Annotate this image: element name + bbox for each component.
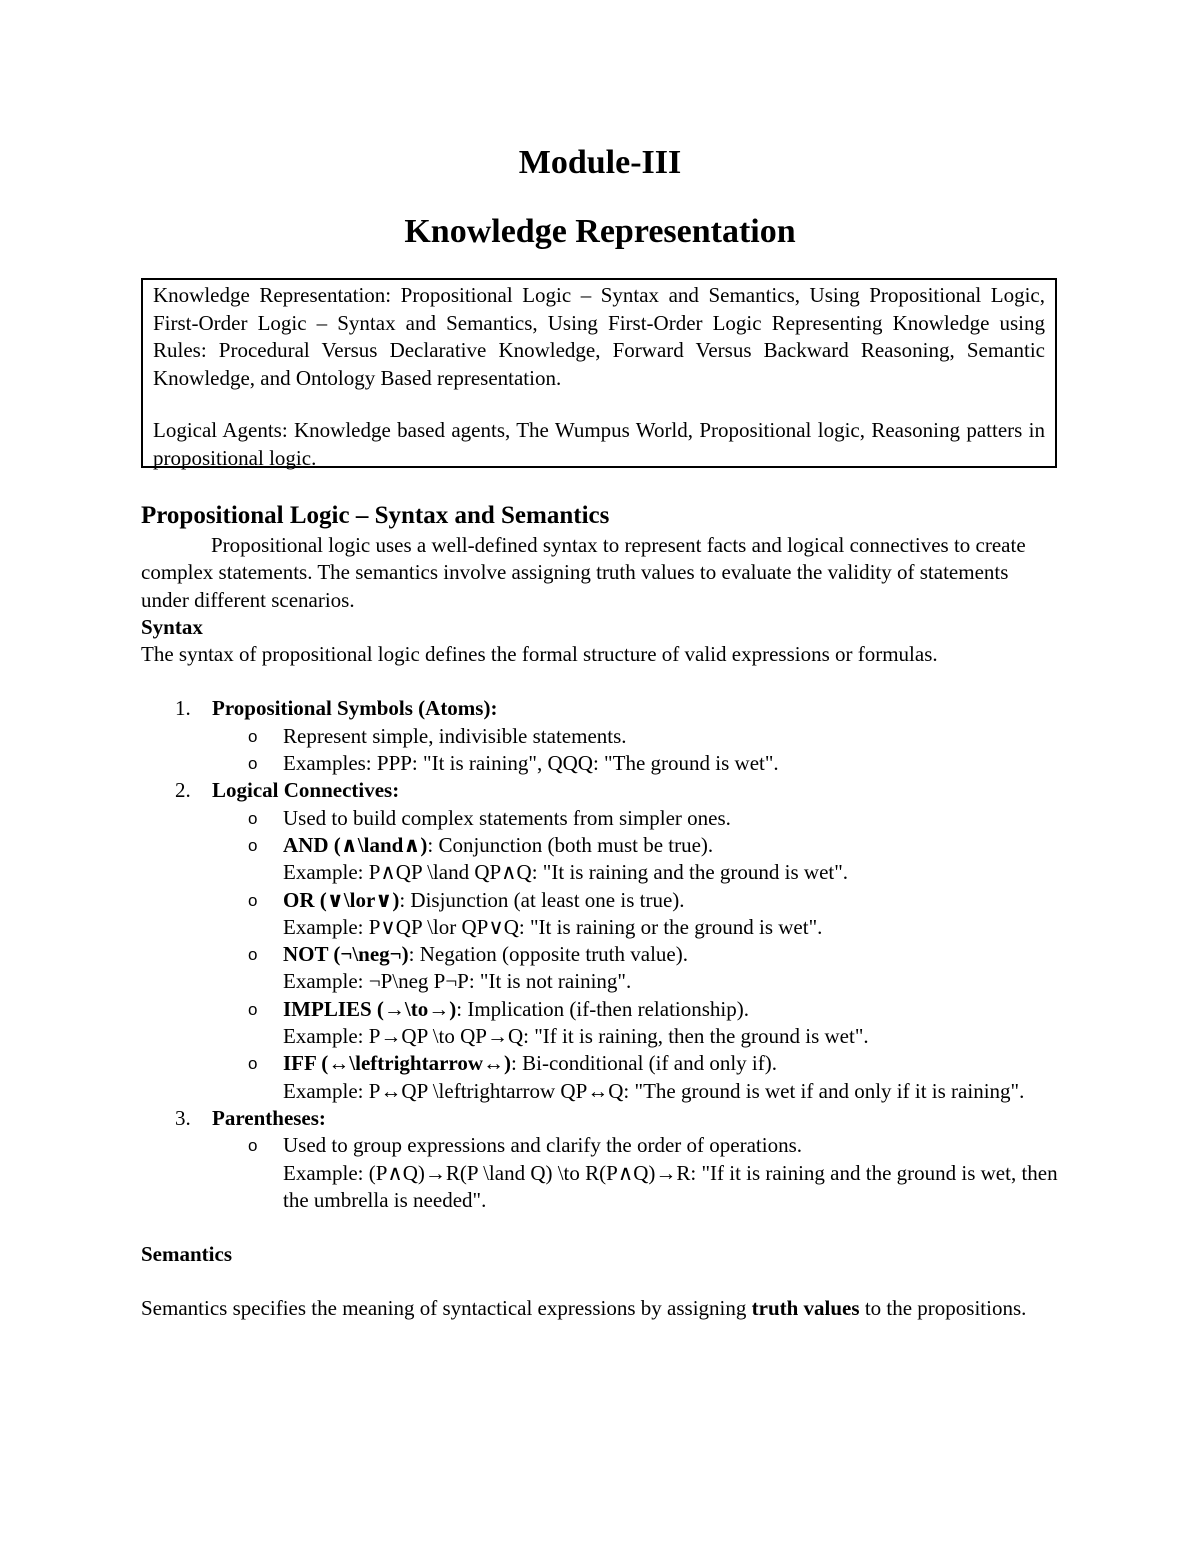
connective-name: IFF (↔\leftrightarrow↔) (283, 1051, 512, 1076)
list-item (141, 777, 1061, 1105)
list-item (141, 1105, 1061, 1214)
sub-list (212, 723, 1061, 778)
sub-list-item (212, 1132, 1061, 1214)
sub-item-text: : Implication (if-then relationship). (456, 996, 749, 1021)
semantics-paragraph (141, 1295, 1061, 1322)
connective-name: NOT (¬\neg¬) (283, 942, 409, 967)
syllabus-paragraph: Knowledge Representation: Propositional Logic – Syntax and Semantics, Using Propositional Logic, First-Order Logic – Syntax and Semantics, Using First-Order Logic Representing Knowledge using Rules: Procedural Versus Declarative Knowledge, Forward Versus Backward Reasoning, Semantic Knowledge, and Ontology Based representation. (153, 283, 1045, 390)
sub-list (212, 1132, 1061, 1214)
sub-list-item (212, 832, 1061, 887)
syllabus-paragraph: Logical Agents: Knowledge based agents, The Wumpus World, Propositional logic, Reasoning patters in propositional logic. (153, 418, 1045, 470)
sub-list-item (212, 805, 1061, 832)
bullet-icon: o (248, 945, 258, 965)
intro-paragraph: Propositional logic uses a well-defined syntax to represent facts and logical connectives to create complex statements. The semantics involve assigning truth values to evaluate the validity of statements under different scenarios. (141, 533, 1026, 612)
module-title: Module-III (518, 144, 682, 181)
connective-name: OR (∨\lor∨) (283, 887, 400, 912)
list-item (141, 695, 1061, 777)
example-text: Example: ¬P\neg P¬P: "It is not raining". (283, 969, 632, 994)
syntax-list (141, 695, 1061, 1214)
sub-item-text: Used to group expressions and clarify the order of operations. (283, 1133, 803, 1158)
example-text: Example: (P∧Q)→R(P \land Q) \to R(P∧Q)→R: "If it is raining and the ground is wet, then the umbrella is needed". (283, 1160, 1058, 1212)
bullet-icon: o (248, 890, 258, 910)
bullet-icon: o (248, 754, 258, 774)
sub-item-text: Examples: PPP: "It is raining", QQQ: "The ground is wet". (283, 751, 779, 776)
example-text: Example: P↔QP \leftrightarrow QP↔Q: "The ground is wet if and only if it is raining". (283, 1078, 1025, 1103)
sub-list-item (212, 996, 1061, 1051)
syntax-paragraph: The syntax of propositional logic defines the formal structure of valid expressions or formulas. (141, 642, 938, 667)
list-item-label: Propositional Symbols (Atoms): (212, 696, 498, 721)
bullet-icon: o (248, 726, 258, 746)
list-number: 1. (175, 696, 191, 721)
semantics-bold-text: truth values (751, 1296, 860, 1321)
sub-item-text: : Negation (opposite truth value). (408, 942, 688, 967)
connective-name: IMPLIES (→\to→) (283, 996, 457, 1021)
sub-item-text: : Conjunction (both must be true). (427, 832, 714, 857)
sub-item-text: Used to build complex statements from simpler ones. (283, 805, 731, 830)
sub-list-item (212, 941, 1061, 996)
list-item-label: Parentheses: (212, 1105, 326, 1130)
bullet-icon: o (248, 1136, 258, 1156)
connective-name: AND (∧\land∧) (283, 832, 428, 857)
sub-item-text: : Disjunction (at least one is true). (399, 887, 685, 912)
bullet-icon: o (248, 835, 258, 855)
page-title: Knowledge Representation (404, 213, 796, 250)
syntax-heading: Syntax (141, 614, 203, 639)
list-number: 2. (175, 778, 191, 803)
sub-list-item (212, 750, 1061, 777)
sub-item-text: Represent simple, indivisible statements. (283, 723, 627, 748)
semantics-text: Semantics specifies the meaning of syntactical expressions by assigning (141, 1296, 752, 1321)
bullet-icon: o (248, 1054, 258, 1074)
section-heading: Propositional Logic – Syntax and Semantics (141, 502, 610, 529)
example-text: Example: P∨QP \lor QP∨Q: "It is raining or the ground is wet". (283, 914, 823, 939)
section-body (141, 500, 1061, 1323)
sub-item-text: : Bi-conditional (if and only if). (511, 1051, 777, 1076)
example-text: Example: P→QP \to QP→Q: "If it is raining, then the ground is wet". (283, 1024, 869, 1049)
list-number: 3. (175, 1105, 191, 1130)
example-text: Example: P∧QP \land QP∧Q: "It is raining and the ground is wet". (283, 860, 849, 885)
list-item-label: Logical Connectives: (212, 778, 400, 803)
sub-list-item (212, 723, 1061, 750)
semantics-text-end: to the propositions. (859, 1296, 1027, 1321)
syllabus-box (141, 278, 1057, 468)
bullet-icon: o (248, 999, 258, 1019)
semantics-heading: Semantics (141, 1242, 232, 1267)
sub-list (212, 805, 1061, 1105)
bullet-icon: o (248, 808, 258, 828)
sub-list-item (212, 887, 1061, 942)
sub-list-item (212, 1050, 1061, 1105)
